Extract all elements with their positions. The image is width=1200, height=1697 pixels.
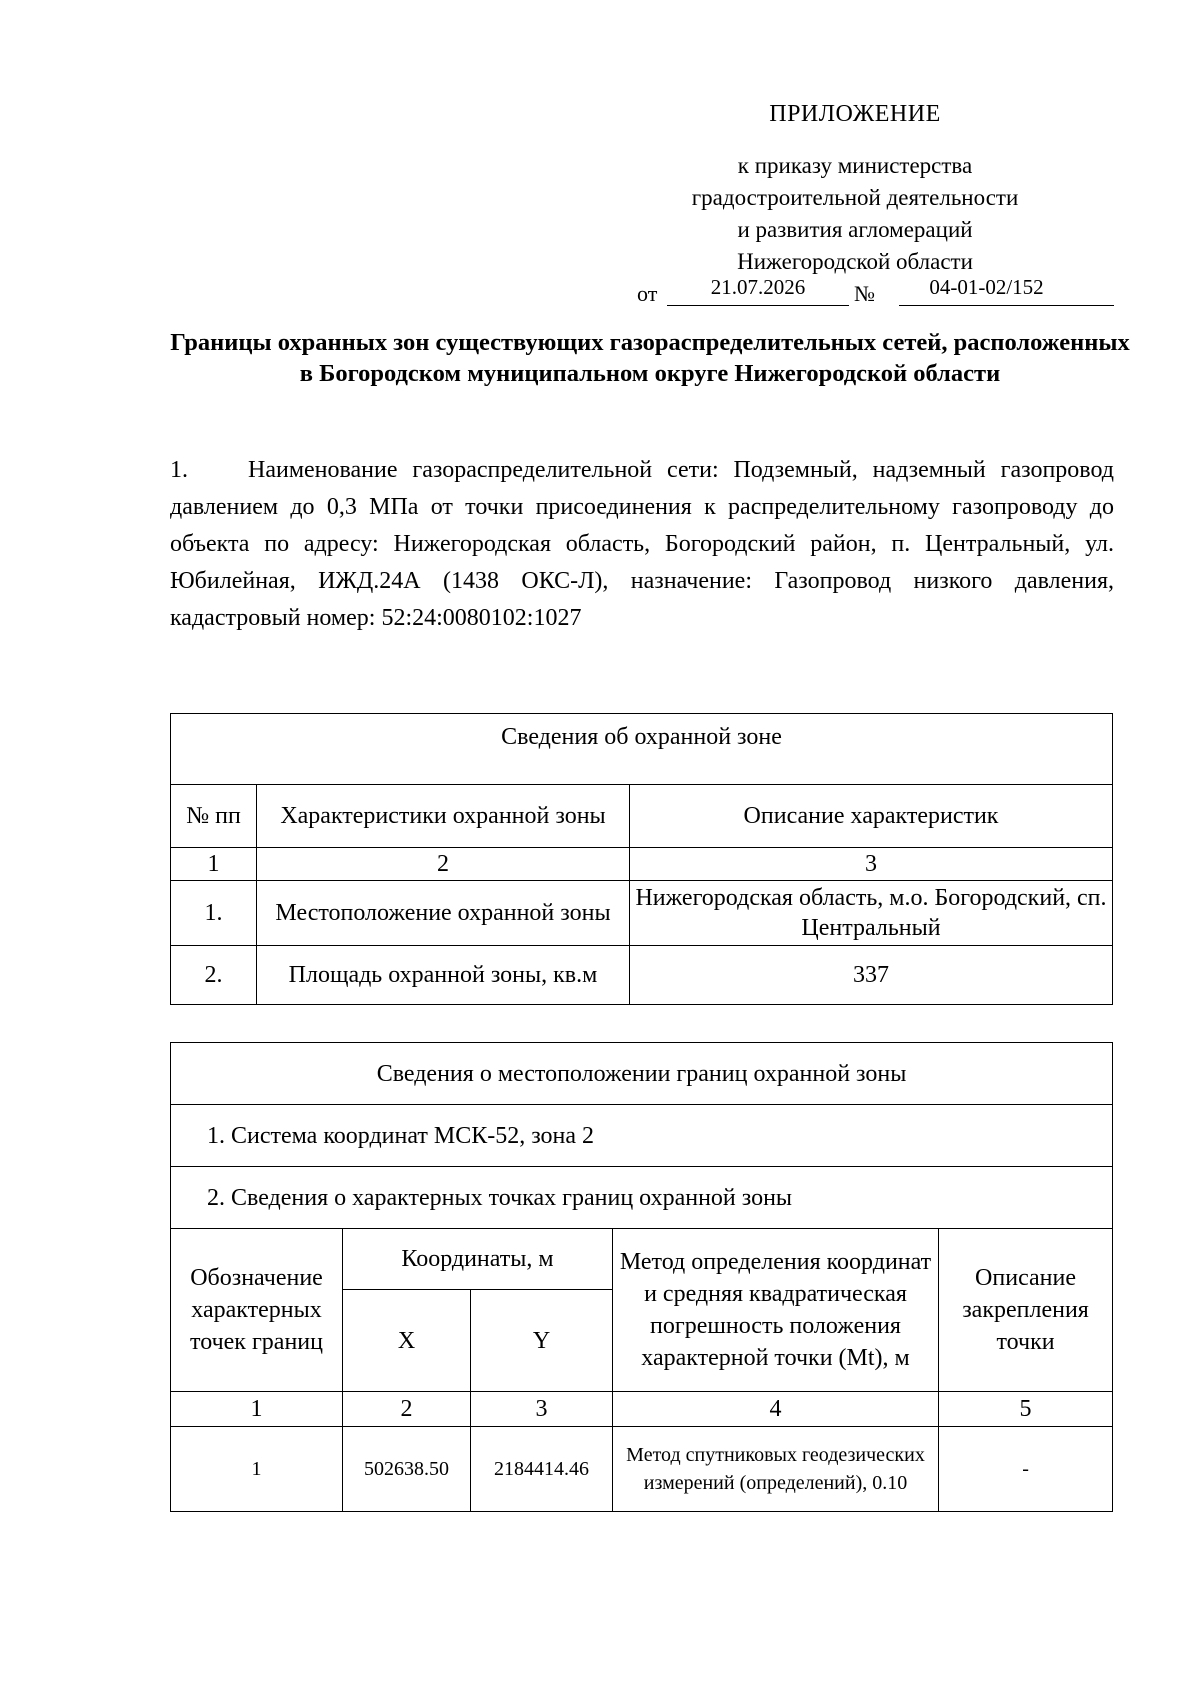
point-cell: 502638.50 — [343, 1427, 471, 1512]
date-prefix: от — [637, 281, 658, 306]
zone-cell: Местоположение охранной зоны — [257, 881, 630, 946]
section-paragraph — [170, 452, 1114, 637]
section-number: 1. — [170, 457, 188, 483]
zone-column-number: 1 — [171, 848, 257, 881]
boundary-column-number: 1 — [171, 1392, 343, 1427]
zone-cell: Площадь охранной зоны, кв.м — [257, 946, 630, 1005]
zone-cell: 2. — [171, 946, 257, 1005]
table-row — [171, 1427, 1113, 1512]
boundary-column-number: 2 — [343, 1392, 471, 1427]
y-header: Y — [471, 1290, 613, 1392]
x-header: X — [343, 1290, 471, 1392]
order-number: 04-01-02/152 — [899, 275, 1114, 306]
designation-header: Обозначение характерных точек границ — [171, 1229, 343, 1392]
appendix-line: Нижегородской области — [737, 249, 973, 274]
coordinate-system: 1. Система координат МСК-52, зона 2 — [171, 1105, 1113, 1167]
point-cell: - — [939, 1427, 1113, 1512]
order-date-number — [637, 275, 1114, 309]
appendix-reference — [620, 150, 1090, 278]
coordinates-header: Координаты, м — [343, 1229, 613, 1290]
zone-cell: 1. — [171, 881, 257, 946]
points-caption: 2. Сведения о характерных точках границ охранной зоны — [171, 1167, 1113, 1229]
section-text: Наименование газораспределительной сети: Подземный, надземный газопровод давлением до 0,3 МПа от точки присоединения к распределительному газопроводу до объекта по адресу: Нижегородская область, Богородский район, п. Центральный, ул. Юбилейная, ИЖД.24А (1438 ОКС-Л), назначение: Газопровод низкого давления, кадастровый номер: 52:24:0080102:1027 — [170, 457, 1114, 631]
table-row — [171, 946, 1113, 1005]
boundary-column-number: 4 — [613, 1392, 939, 1427]
zone-column-number: 3 — [630, 848, 1113, 881]
order-date: 21.07.2026 — [667, 275, 849, 306]
appendix-line: к приказу министерства — [737, 153, 973, 178]
appendix-line: и развития агломераций — [737, 217, 973, 242]
zone-cell: Нижегородская область, м.о. Богородский, сп. Центральный — [630, 881, 1113, 946]
appendix-line: градостроительной деятельности — [691, 185, 1019, 210]
method-header: Метод определения координат и средняя квадратическая погрешность положения характерной точки (Mt), м — [613, 1229, 939, 1392]
boundary-points-table — [170, 1042, 1113, 1512]
zone-header-cell: Описание характеристик — [630, 785, 1113, 848]
zone-column-number: 2 — [257, 848, 630, 881]
boundary-table-caption: Сведения о местоположении границ охранной зоны — [171, 1043, 1113, 1105]
zone-table-caption: Сведения об охранной зоне — [171, 714, 1113, 785]
zone-info-table — [170, 713, 1113, 1005]
table-row — [171, 881, 1113, 946]
zone-header-cell: № пп — [171, 785, 257, 848]
point-cell: Метод спутниковых геодезических измерений (определений), 0.10 — [613, 1427, 939, 1512]
point-cell: 1 — [171, 1427, 343, 1512]
document-title: Границы охранных зон существующих газораспределительных сетей, расположенных в Богородском муниципальном округе Нижегородской области — [170, 329, 1130, 387]
number-prefix: № — [854, 281, 875, 306]
boundary-column-number: 5 — [939, 1392, 1113, 1427]
point-cell: 2184414.46 — [471, 1427, 613, 1512]
boundary-column-number: 3 — [471, 1392, 613, 1427]
zone-cell: 337 — [630, 946, 1113, 1005]
fixing-header: Описание закрепления точки — [939, 1229, 1113, 1392]
zone-header-cell: Характеристики охранной зоны — [257, 785, 630, 848]
appendix-title: ПРИЛОЖЕНИЕ — [769, 101, 941, 127]
